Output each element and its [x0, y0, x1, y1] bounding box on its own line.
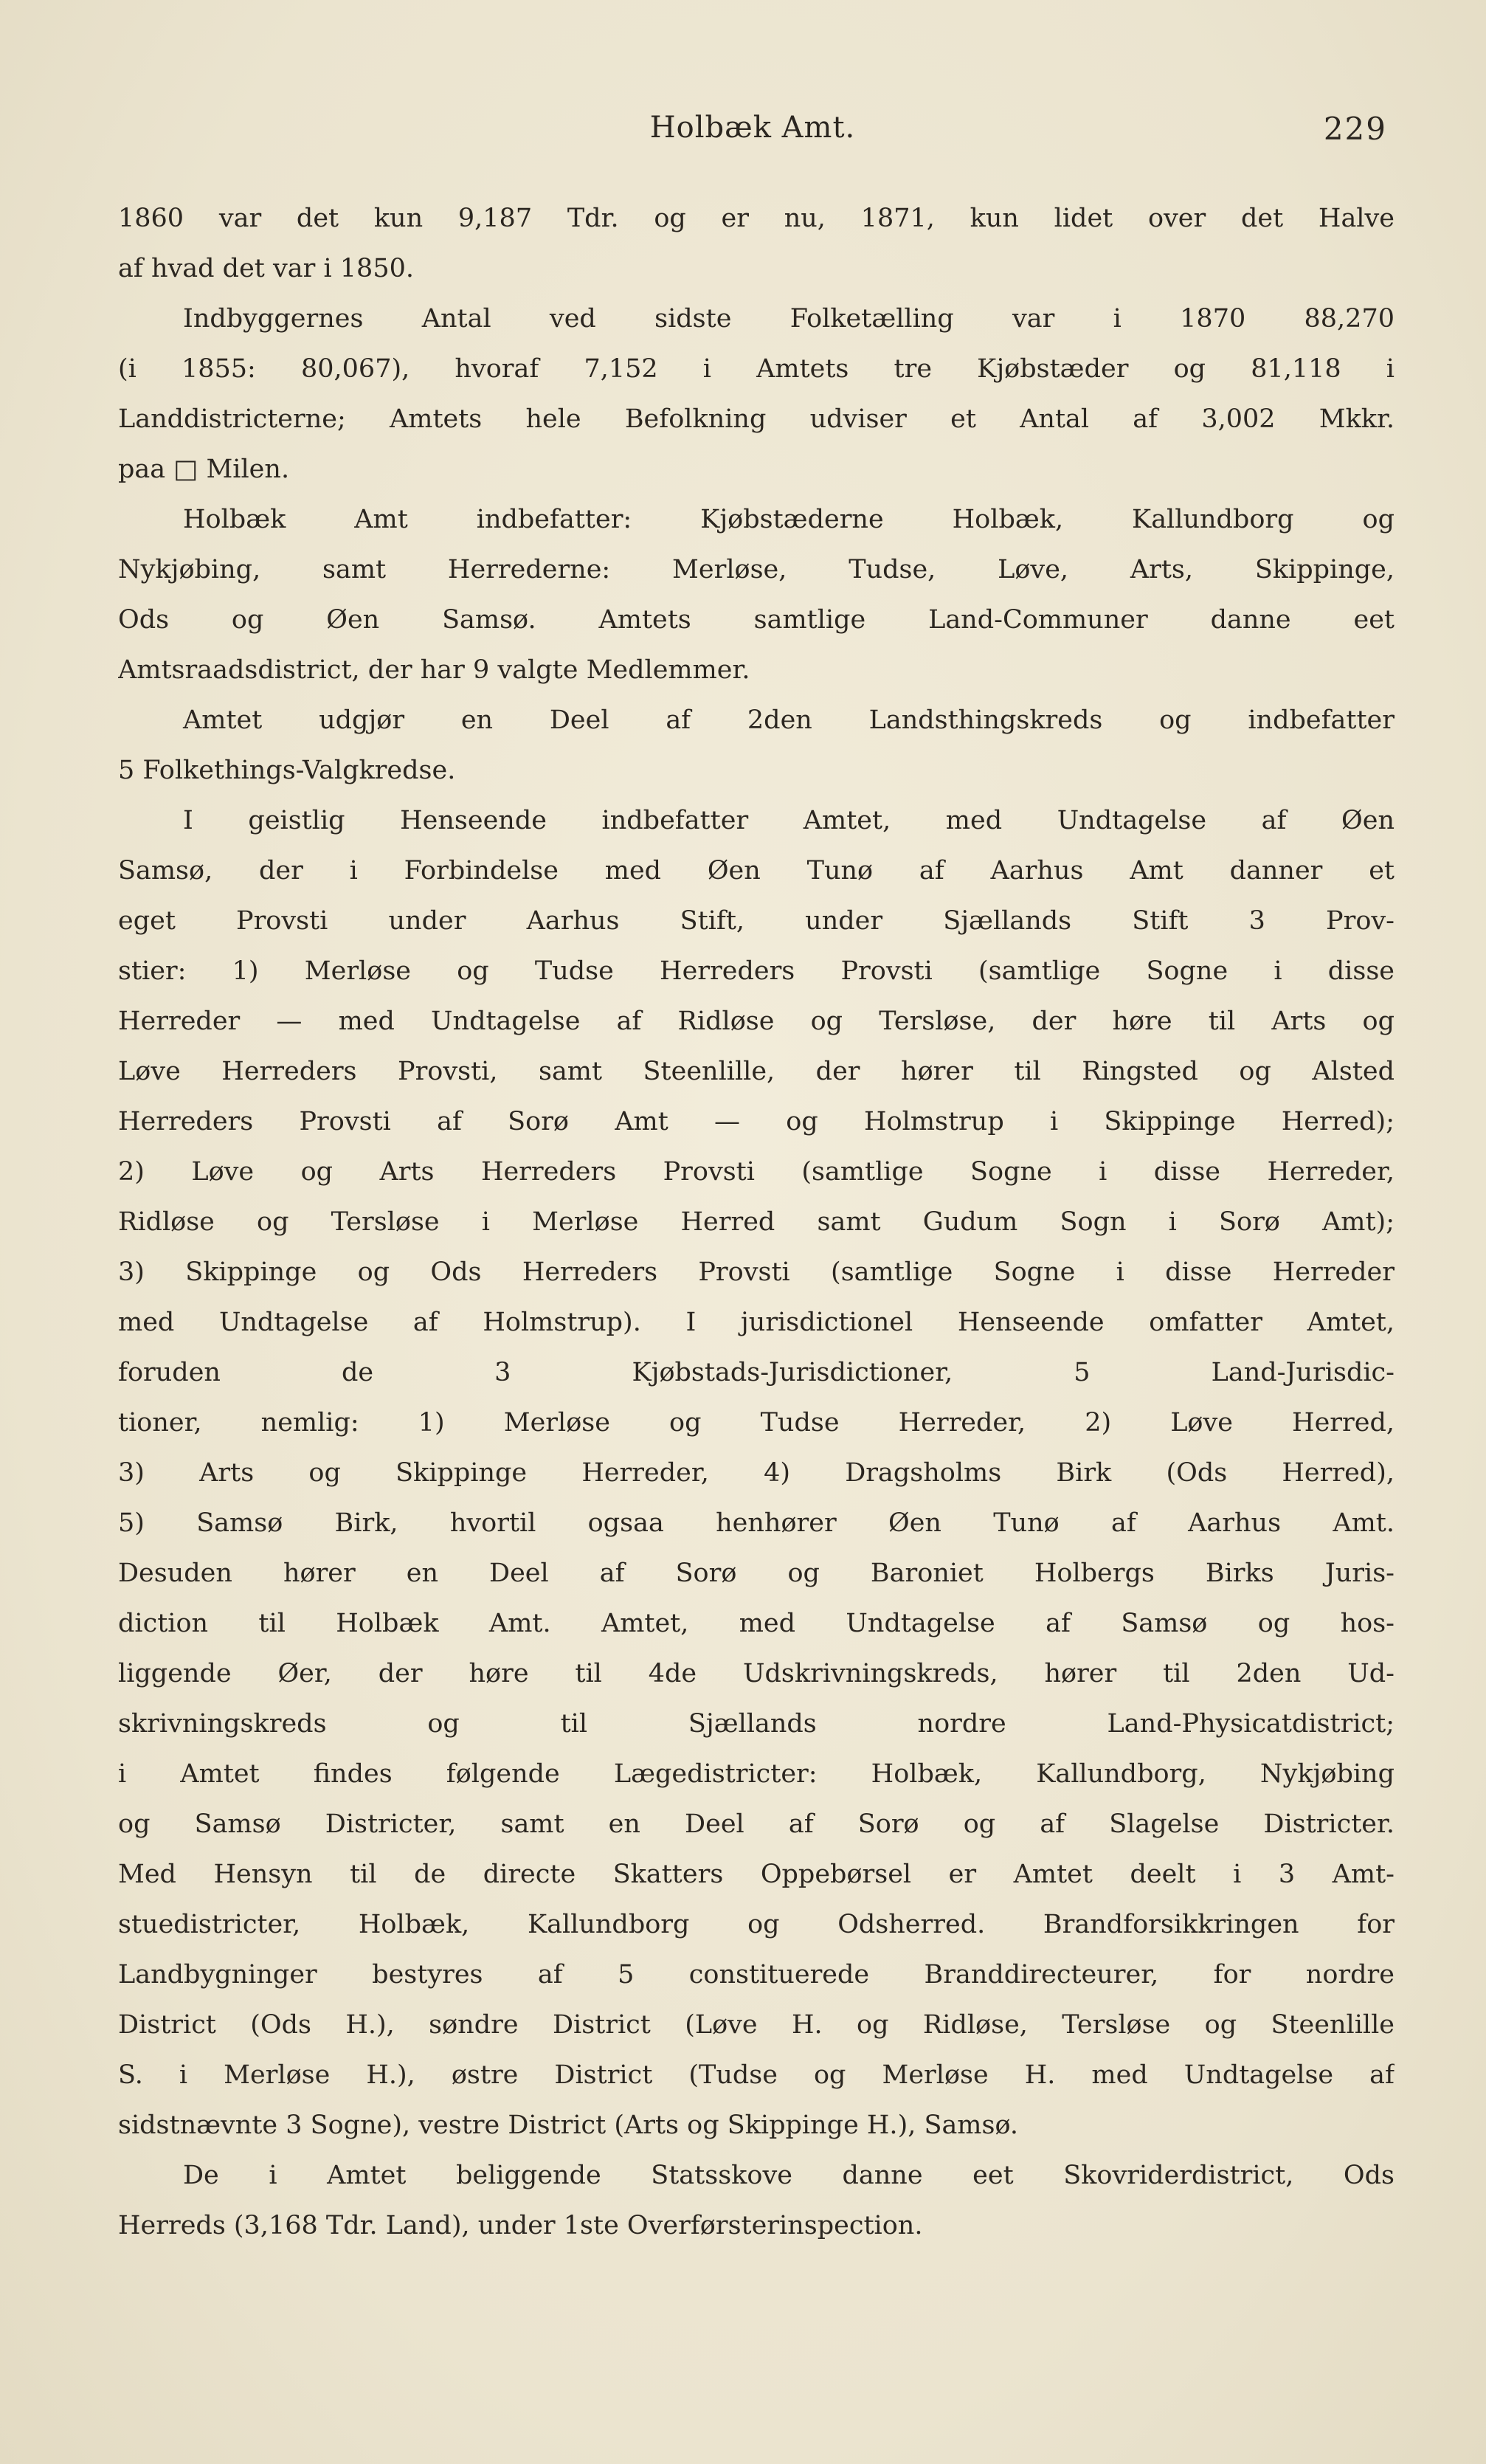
running-head: Holbæk Amt.: [649, 111, 856, 145]
text-line: Landdistricterne; Amtets hele Befolkning udviser et Antal af 3,002 Mkkr.: [118, 404, 1395, 434]
text-line: Samsø, der i Forbindelse med Øen Tunø af Aarhus Amt danner et: [118, 856, 1395, 886]
page-number: 229: [1323, 111, 1387, 147]
text-line: Herreders Provsti af Sorø Amt — og Holmstrup i Skippinge Herred);: [118, 1107, 1395, 1136]
text-line: 2) Løve og Arts Herreders Provsti (samtlige Sogne i disse Herreder,: [118, 1157, 1395, 1187]
text-line: diction til Holbæk Amt. Amtet, med Undtagelse af Samsø og hos-: [118, 1609, 1395, 1638]
text-line: stier: 1) Merløse og Tudse Herreders Provsti (samtlige Sogne i disse: [118, 956, 1395, 986]
text-line: eget Provsti under Aarhus Stift, under Sjællands Stift 3 Prov-: [118, 906, 1395, 936]
text-line: Herreder — med Undtagelse af Ridløse og Tersløse, der høre til Arts og: [118, 1007, 1395, 1036]
text-line: stuedistricter, Holbæk, Kallundborg og Odsherred. Brandforsikkringen for: [118, 1910, 1395, 1939]
text-line: Med Hensyn til de directe Skatters Oppebørsel er Amtet deelt i 3 Amt-: [118, 1860, 1395, 1889]
text-line: District (Ods H.), søndre District (Løve H. og Ridløse, Tersløse og Steenlille: [118, 2010, 1395, 2040]
text-line: Landbygninger bestyres af 5 constituerede Branddirecteurer, for nordre: [118, 1960, 1395, 1990]
text-line: De i Amtet beliggende Statsskove danne eet Skovriderdistrict, Ods: [183, 2161, 1395, 2190]
text-line: Desuden hører en Deel af Sorø og Baroniet Holbergs Birks Juris-: [118, 1559, 1395, 1588]
text-line: med Undtagelse af Holmstrup). I jurisdictionel Henseende omfatter Amtet,: [118, 1308, 1395, 1337]
text-line: Nykjøbing, samt Herrederne: Merløse, Tudse, Løve, Arts, Skippinge,: [118, 555, 1395, 584]
text-line: 3) Skippinge og Ods Herreders Provsti (samtlige Sogne i disse Herreder: [118, 1257, 1395, 1287]
text-line: Amtsraadsdistrict, der har 9 valgte Medlemmer.: [118, 655, 750, 685]
text-line: Indbyggernes Antal ved sidste Folketælling var i 1870 88,270: [183, 304, 1395, 334]
text-line: 3) Arts og Skippinge Herreder, 4) Dragsholms Birk (Ods Herred),: [118, 1458, 1395, 1488]
text-line: skrivningskreds og til Sjællands nordre Land-Physicatdistrict;: [118, 1709, 1395, 1739]
text-line: foruden de 3 Kjøbstads-Jurisdictioner, 5 Land-Jurisdic-: [118, 1358, 1395, 1387]
text-line: i Amtet findes følgende Lægedistricter: Holbæk, Kallundborg, Nykjøbing: [118, 1759, 1395, 1789]
text-line: sidstnævnte 3 Sogne), vestre District (Arts og Skippinge H.), Samsø.: [118, 2111, 1019, 2140]
text-line: 1860 var det kun 9,187 Tdr. og er nu, 1871, kun lidet over det Halve: [118, 204, 1395, 233]
text-line: Ridløse og Tersløse i Merløse Herred samt Gudum Sogn i Sorø Amt);: [118, 1207, 1395, 1237]
text-line: Løve Herreders Provsti, samt Steenlille, der hører til Ringsted og Alsted: [118, 1057, 1395, 1086]
text-line: tioner, nemlig: 1) Merløse og Tudse Herreder, 2) Løve Herred,: [118, 1408, 1395, 1438]
text-line: 5) Samsø Birk, hvortil ogsaa henhører Øen Tunø af Aarhus Amt.: [118, 1508, 1395, 1538]
text-line: og Samsø Districter, samt en Deel af Sorø og af Slagelse Districter.: [118, 1809, 1395, 1839]
text-line: af hvad det var i 1850.: [118, 254, 414, 283]
text-line: Amtet udgjør en Deel af 2den Landsthingskreds og indbefatter: [183, 705, 1395, 735]
text-line: liggende Øer, der høre til 4de Udskrivningskreds, hører til 2den Ud-: [118, 1659, 1395, 1688]
text-line: (i 1855: 80,067), hvoraf 7,152 i Amtets tre Kjøbstæder og 81,118 i: [118, 354, 1395, 384]
text-line: paa □ Milen.: [118, 455, 290, 484]
page-header: [118, 111, 1387, 155]
text-line: 5 Folkethings-Valgkredse.: [118, 756, 456, 785]
text-line: Holbæk Amt indbefatter: Kjøbstæderne Holbæk, Kallundborg og: [183, 505, 1395, 534]
text-line: I geistlig Henseende indbefatter Amtet, med Undtagelse af Øen: [183, 806, 1395, 835]
text-line: Ods og Øen Samsø. Amtets samtlige Land-Communer danne eet: [118, 605, 1395, 635]
text-line: Herreds (3,168 Tdr. Land), under 1ste Overførsterinspection.: [118, 2211, 923, 2240]
body-text: [118, 193, 1395, 2251]
text-line: S. i Merløse H.), østre District (Tudse og Merløse H. med Undtagelse af: [118, 2060, 1395, 2090]
